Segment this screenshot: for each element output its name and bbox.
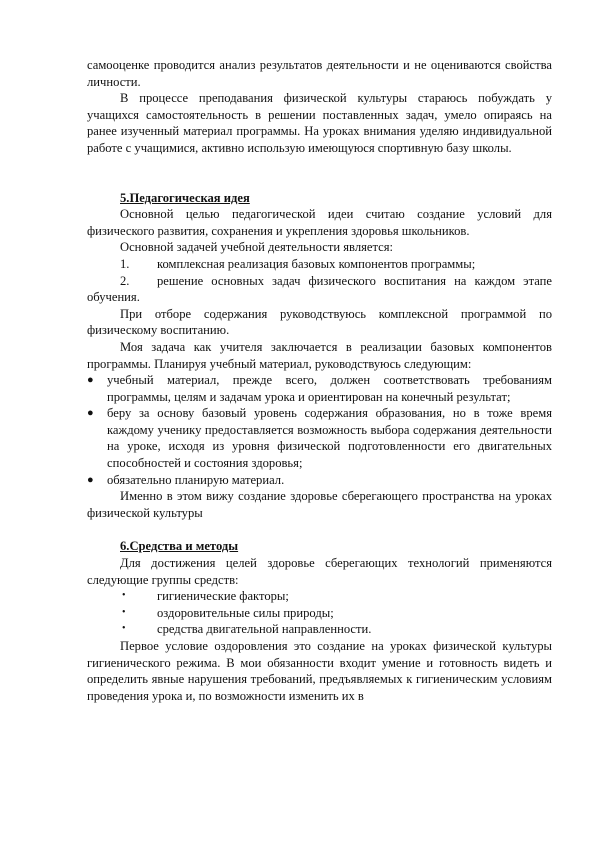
numbered-item-2 — [87, 273, 552, 306]
numbered-item-number: 2. — [120, 273, 130, 288]
small-bullet-icon: • — [122, 623, 126, 635]
paragraph-intro-1: самооценке проводится анализ результатов деятельности и не оцениваются свойства личности. — [87, 58, 552, 89]
numbered-item-text: комплексная реализация базовых компонентов программы; — [157, 256, 476, 271]
small-bullet-item-1 — [87, 588, 552, 605]
section-5-paragraph-3: При отборе содержания руководствуюсь комплексной программой по физическому воспитанию. — [87, 306, 552, 338]
bullet-item-text: учебный материал, прежде всего, должен соответствовать требованиям программы, целям и задачам урока и ориентирован на конечный результат; — [107, 373, 552, 404]
small-bullet-item-2 — [87, 605, 552, 622]
bullet-item-2 — [87, 405, 552, 471]
bullet-item-text: беру за основу базовый уровень содержания образования, но в тоже время каждому ученику предоставляется возможность выбора содержания деятельности на уроке, исходя из уровня физической подготовленности его двигательных способностей и состояния здоровья; — [107, 406, 552, 471]
bullet-item-3 — [87, 472, 552, 489]
bullet-item-text: обязательно планирую материал. — [107, 472, 285, 487]
small-bullet-item-3 — [87, 621, 552, 638]
small-bullet-text: оздоровительные силы природы; — [157, 605, 334, 620]
bullet-dot-icon: ● — [87, 407, 94, 420]
section-5-heading: 5.Педагогическая идея — [120, 190, 250, 205]
text-body — [87, 57, 552, 704]
section-5-paragraph-5: Именно в этом вижу создание здоровье сберегающего пространства на уроках физической культуры — [87, 489, 552, 520]
section-5-paragraph-2: Основной задачей учебной деятельности является: — [120, 240, 394, 255]
paragraph-intro-2: В процессе преподавания физической культуры стараюсь побуждать у учащихся самостоятельность в решении поставленных задач, умело опираясь на ранее изученный материал программы. На уроках внимания уделяю индивидуальной работе с учащимися, активно использую имеющуюся спортивную базу школы. — [87, 91, 552, 155]
section-6-paragraph-1: Для достижения целей здоровье сберегающих технологий применяются следующие группы средств: — [87, 556, 552, 587]
small-bullet-text: средства двигательной направленности. — [157, 622, 372, 637]
bullet-item-1 — [87, 372, 552, 405]
section-6-paragraph-2: Первое условие оздоровления это создание на уроках физической культуры гигиенического режима. В мои обязанности входит умение и готовность видеть и определить явные нарушения требований, предъявляемых к гигиеническим условиям проведения урока и, по возможности изменить их в — [87, 639, 552, 703]
bullet-dot-icon: ● — [87, 473, 94, 486]
section-5-paragraph-4: Моя задача как учителя заключается в реализации базовых компонентов программы. Планируя учебный материал, руководствуюсь следующим: — [87, 339, 552, 371]
small-bullet-text: гигиенические факторы; — [157, 589, 289, 604]
section-6-heading: 6.Средства и методы — [120, 539, 239, 554]
section-5-paragraph-1: Основной целью педагогической идеи считаю создание условий для физического развития, сохранения и укрепления здоровья школьников. — [87, 207, 552, 238]
small-bullet-icon: • — [122, 590, 126, 602]
bullet-dot-icon: ● — [87, 374, 94, 387]
numbered-item-number: 1. — [120, 256, 130, 271]
small-bullet-icon: • — [122, 606, 126, 618]
numbered-item-1 — [87, 256, 552, 273]
numbered-item-text: решение основных задач физического воспитания на каждом этапе обучения. — [87, 273, 552, 305]
